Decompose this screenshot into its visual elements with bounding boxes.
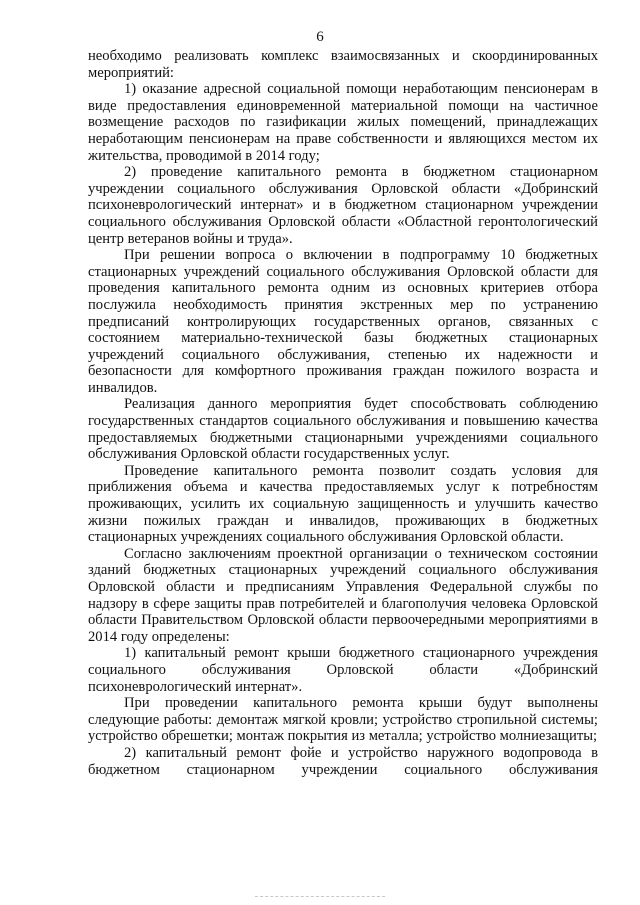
- paragraph-roof-repair: 1) капитальный ремонт крыши бюджетного стационарного учреждения социального обслуживания Орловской области «Добринский психоневрологический интернат».: [88, 645, 598, 695]
- paragraph-roof-works: При проведении капитального ремонта крыши будут выполнены следующие работы: демонтаж мягкой кровли; устройство стропильной системы; устройство обрешетки; монтаж покрытия из металла; устройство молниезащиты;: [88, 695, 598, 745]
- paragraph-intro: необходимо реализовать комплекс взаимосвязанных и скоординированных мероприятий:: [88, 48, 598, 81]
- paragraph-conditions: Проведение капитального ремонта позволит создать условия для приближения объема и качества предоставляемых услуг к потребностям проживающих, усилить их социальную защищенность и улучшить качество жизни пожилых граждан и инвалидов, проживающих в бюджетных стационарных учреждениях социального обслуживания Орловской области.: [88, 462, 598, 546]
- paragraph-foyer-repair: 2) капитальный ремонт фойе и устройство наружного водопровода в бюджетном стационарном учреждении социального обслуживания: [88, 744, 598, 778]
- page-number: 6: [316, 29, 324, 45]
- document-body: [88, 48, 598, 778]
- paragraph-item-1-gas-aid: 1) оказание адресной социальной помощи неработающим пенсионерам в виде предоставления единовременной материальной помощи на частичное возмещение расходов по газификации жилых помещений, принадлежащих неработающим пенсионерам на праве собственности и являющихся местом их жительства, проводимой в 2014 году;: [88, 81, 598, 164]
- scan-artifact-line: [255, 896, 385, 900]
- paragraph-standards: Реализация данного мероприятия будет способствовать соблюдению государственных стандартов социального обслуживания и повышению качества предоставляемых бюджетными стационарными учреждениями социального обслуживания Орловской области государственных услуг.: [88, 396, 598, 463]
- paragraph-selection-criteria: При решении вопроса о включении в подпрограмму 10 бюджетных стационарных учреждений социального обслуживания Орловской области для проведения капитального ремонта одним из основных критериев отбора послужила необходимость принятия экстренных мер по устранению предписаний контролирующих государственных органов, связанных с состоянием материально-технической базы бюджетных стационарных учреждений социального обслуживания, степенью их надежности и безопасности для комфортного проживания граждан пожилого возраста и инвалидов.: [88, 247, 598, 396]
- paragraph-item-2-repair: 2) проведение капитального ремонта в бюджетном стационарном учреждении социального обслуживания Орловской области «Добринский психоневрологический интернат» и в бюджетном стационарном учреждении социального обслуживания Орловской области «Областной геронтологический центр ветеранов войны и труда».: [88, 164, 598, 247]
- paragraph-conclusions: Согласно заключениям проектной организации о техническом состоянии зданий бюджетных стационарных учреждений социального обслуживания Орловской области и предписаниям Управления Федеральной службы по надзору в сфере защиты прав потребителей и благополучия человека Орловской области Правительством Орловской области первоочередными мероприятиями в 2014 году определены:: [88, 545, 598, 645]
